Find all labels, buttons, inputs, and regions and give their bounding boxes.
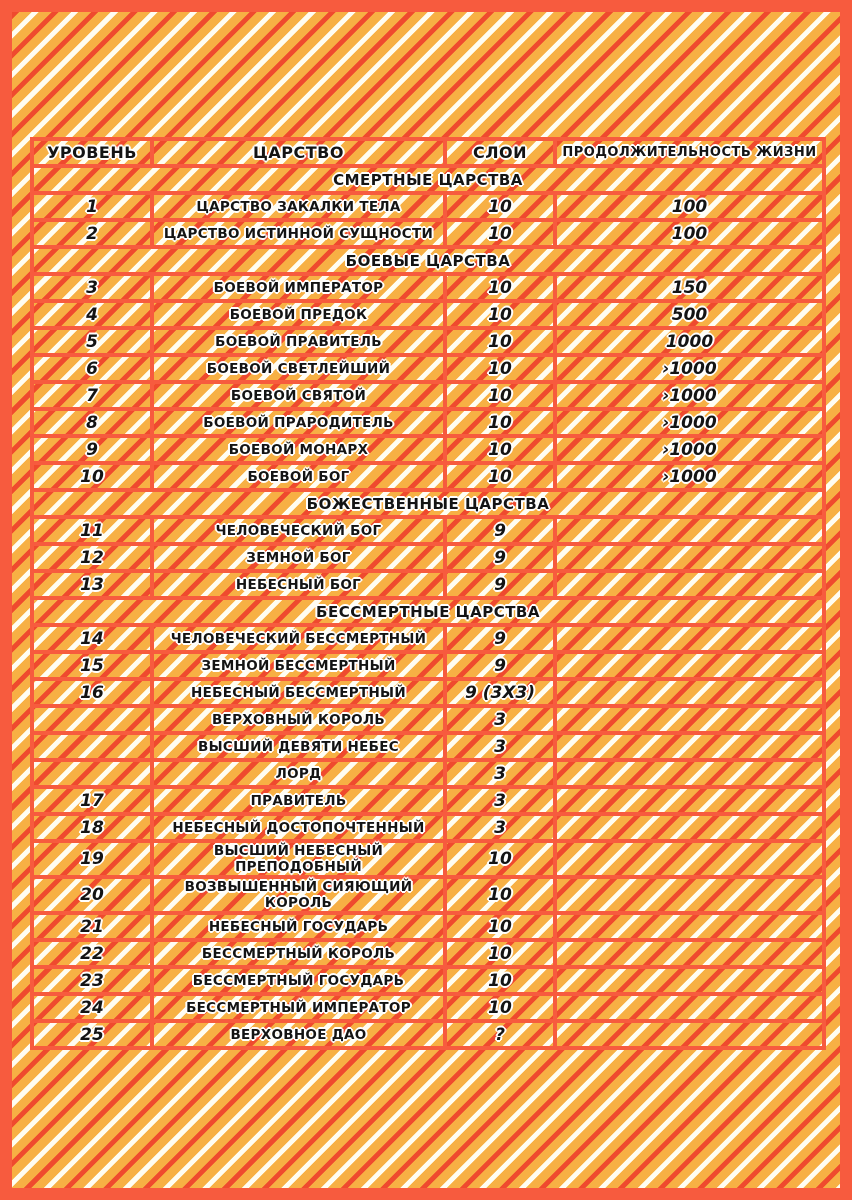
realm-cell: БОЕВОЙ СВЯТОЙ	[152, 382, 445, 409]
level-cell: 18	[32, 814, 152, 841]
layers-cell: 10	[445, 841, 555, 877]
level-cell: 1	[32, 193, 152, 220]
level-cell: 4	[32, 301, 152, 328]
layers-cell: 3	[445, 733, 555, 760]
table-row	[32, 940, 824, 967]
table-row	[32, 967, 824, 994]
layers-cell: 9	[445, 571, 555, 598]
lifespan-cell	[555, 814, 824, 841]
table-row	[32, 814, 824, 841]
level-cell	[32, 706, 152, 733]
lifespan-cell	[555, 733, 824, 760]
section-title: СМЕРТНЫЕ ЦАРСТВА	[32, 166, 824, 193]
level-cell: 17	[32, 787, 152, 814]
table-row	[32, 913, 824, 940]
level-cell: 7	[32, 382, 152, 409]
table-row	[32, 220, 824, 247]
layers-cell: 3	[445, 760, 555, 787]
lifespan-cell	[555, 787, 824, 814]
table-row	[32, 877, 824, 913]
realm-cell: ВОЗВЫШЕННЫЙ СИЯЮЩИЙ КОРОЛЬ	[152, 877, 445, 913]
lifespan-cell: 100	[555, 220, 824, 247]
level-cell	[32, 760, 152, 787]
realm-cell: БОЕВОЙ БОГ	[152, 463, 445, 490]
lifespan-cell	[555, 652, 824, 679]
realm-cell: БЕССМЕРТНЫЙ КОРОЛЬ	[152, 940, 445, 967]
layers-cell: 10	[445, 463, 555, 490]
section-row	[32, 247, 824, 274]
layers-cell: 9	[445, 544, 555, 571]
lifespan-cell: 1000	[555, 328, 824, 355]
level-cell: 24	[32, 994, 152, 1021]
layers-cell: ?	[445, 1021, 555, 1048]
realm-cell: НЕБЕСНЫЙ ДОСТОПОЧТЕННЫЙ	[152, 814, 445, 841]
table-row	[32, 841, 824, 877]
lifespan-cell	[555, 841, 824, 877]
lifespan-cell	[555, 679, 824, 706]
realm-cell: БОЕВОЙ ПРЕДОК	[152, 301, 445, 328]
lifespan-cell	[555, 544, 824, 571]
section-title: БОЕВЫЕ ЦАРСТВА	[32, 247, 824, 274]
table-row	[32, 382, 824, 409]
section-row	[32, 598, 824, 625]
realms-table	[30, 137, 826, 1050]
lifespan-cell	[555, 913, 824, 940]
level-cell: 14	[32, 625, 152, 652]
column-header-lifespan: ПРОДОЛЖИТЕЛЬНОСТЬ ЖИЗНИ	[555, 139, 824, 166]
realm-cell: ЛОРД	[152, 760, 445, 787]
level-cell: 3	[32, 274, 152, 301]
column-header-level: УРОВЕНЬ	[32, 139, 152, 166]
lifespan-cell: 150	[555, 274, 824, 301]
realm-cell: ЗЕМНОЙ БЕССМЕРТНЫЙ	[152, 652, 445, 679]
layers-cell: 10	[445, 994, 555, 1021]
lifespan-cell	[555, 760, 824, 787]
layers-cell: 3	[445, 706, 555, 733]
lifespan-cell	[555, 994, 824, 1021]
layers-cell: 10	[445, 436, 555, 463]
realm-cell: ЗЕМНОЙ БОГ	[152, 544, 445, 571]
realm-cell: НЕБЕСНЫЙ ГОСУДАРЬ	[152, 913, 445, 940]
lifespan-cell	[555, 967, 824, 994]
lifespan-cell	[555, 625, 824, 652]
table-row	[32, 463, 824, 490]
table-row	[32, 355, 824, 382]
level-cell: 20	[32, 877, 152, 913]
realm-cell: ВЫСШИЙ ДЕВЯТИ НЕБЕС	[152, 733, 445, 760]
layers-cell: 9	[445, 652, 555, 679]
layers-cell: 3	[445, 787, 555, 814]
table-row	[32, 733, 824, 760]
layers-cell: 10	[445, 274, 555, 301]
table-row	[32, 517, 824, 544]
level-cell: 13	[32, 571, 152, 598]
realm-cell: БОЕВОЙ МОНАРХ	[152, 436, 445, 463]
realm-cell: ЦАРСТВО ЗАКАЛКИ ТЕЛА	[152, 193, 445, 220]
lifespan-cell	[555, 571, 824, 598]
table-row	[32, 544, 824, 571]
section-title: БЕССМЕРТНЫЕ ЦАРСТВА	[32, 598, 824, 625]
table-row	[32, 274, 824, 301]
section-title: БОЖЕСТВЕННЫЕ ЦАРСТВА	[32, 490, 824, 517]
section-row	[32, 166, 824, 193]
section-row	[32, 490, 824, 517]
table-row	[32, 706, 824, 733]
table-row	[32, 652, 824, 679]
layers-cell: 10	[445, 193, 555, 220]
realm-table-body	[32, 166, 824, 1048]
table-row	[32, 409, 824, 436]
layers-cell: 10	[445, 940, 555, 967]
realm-cell: НЕБЕСНЫЙ БОГ	[152, 571, 445, 598]
lifespan-cell	[555, 877, 824, 913]
level-cell: 9	[32, 436, 152, 463]
realm-cell: ЧЕЛОВЕЧЕСКИЙ БОГ	[152, 517, 445, 544]
table-row	[32, 994, 824, 1021]
table-row	[32, 760, 824, 787]
layers-cell: 10	[445, 877, 555, 913]
layers-cell: 10	[445, 220, 555, 247]
lifespan-cell	[555, 940, 824, 967]
level-cell: 21	[32, 913, 152, 940]
table-row	[32, 1021, 824, 1048]
realm-cell: БЕССМЕРТНЫЙ ГОСУДАРЬ	[152, 967, 445, 994]
layers-cell: 9	[445, 517, 555, 544]
lifespan-cell: ›1000	[555, 409, 824, 436]
realm-cell: БЕССМЕРТНЫЙ ИМПЕРАТОР	[152, 994, 445, 1021]
lifespan-cell: 500	[555, 301, 824, 328]
level-cell: 11	[32, 517, 152, 544]
layers-cell: 10	[445, 913, 555, 940]
layers-cell: 9 (3X3)	[445, 679, 555, 706]
column-header-layers: СЛОИ	[445, 139, 555, 166]
lifespan-cell	[555, 517, 824, 544]
header-row	[32, 139, 824, 166]
table-row	[32, 787, 824, 814]
table-row	[32, 679, 824, 706]
level-cell: 2	[32, 220, 152, 247]
layers-cell: 10	[445, 328, 555, 355]
level-cell: 22	[32, 940, 152, 967]
layers-cell: 10	[445, 355, 555, 382]
realm-cell: БОЕВОЙ ИМПЕРАТОР	[152, 274, 445, 301]
lifespan-cell: ›1000	[555, 355, 824, 382]
level-cell: 5	[32, 328, 152, 355]
layers-cell: 3	[445, 814, 555, 841]
realm-cell: ЧЕЛОВЕЧЕСКИЙ БЕССМЕРТНЫЙ	[152, 625, 445, 652]
table-row	[32, 328, 824, 355]
table-row	[32, 193, 824, 220]
realm-cell: БОЕВОЙ ПРАРОДИТЕЛЬ	[152, 409, 445, 436]
lifespan-cell	[555, 706, 824, 733]
level-cell: 12	[32, 544, 152, 571]
level-cell: 15	[32, 652, 152, 679]
column-header-realm: ЦАРСТВО	[152, 139, 445, 166]
realm-cell: НЕБЕСНЫЙ БЕССМЕРТНЫЙ	[152, 679, 445, 706]
table-row	[32, 571, 824, 598]
realm-cell: ПРАВИТЕЛЬ	[152, 787, 445, 814]
layers-cell: 10	[445, 967, 555, 994]
layers-cell: 10	[445, 301, 555, 328]
table-row	[32, 301, 824, 328]
lifespan-cell: ›1000	[555, 463, 824, 490]
realm-cell: ВЕРХОВНОЕ ДАО	[152, 1021, 445, 1048]
table-row	[32, 625, 824, 652]
level-cell: 19	[32, 841, 152, 877]
realm-cell: ВЕРХОВНЫЙ КОРОЛЬ	[152, 706, 445, 733]
realm-cell: ЦАРСТВО ИСТИННОЙ СУЩНОСТИ	[152, 220, 445, 247]
level-cell: 25	[32, 1021, 152, 1048]
level-cell: 6	[32, 355, 152, 382]
level-cell: 10	[32, 463, 152, 490]
lifespan-cell: ›1000	[555, 382, 824, 409]
level-cell: 23	[32, 967, 152, 994]
realm-cell: БОЕВОЙ ПРАВИТЕЛЬ	[152, 328, 445, 355]
lifespan-cell	[555, 1021, 824, 1048]
level-cell: 8	[32, 409, 152, 436]
layers-cell: 10	[445, 382, 555, 409]
lifespan-cell: 100	[555, 193, 824, 220]
table-row	[32, 436, 824, 463]
lifespan-cell: ›1000	[555, 436, 824, 463]
realm-cell: ВЫСШИЙ НЕБЕСНЫЙ ПРЕПОДОБНЫЙ	[152, 841, 445, 877]
level-cell	[32, 733, 152, 760]
level-cell: 16	[32, 679, 152, 706]
realm-cell: БОЕВОЙ СВЕТЛЕЙШИЙ	[152, 355, 445, 382]
layers-cell: 10	[445, 409, 555, 436]
layers-cell: 9	[445, 625, 555, 652]
